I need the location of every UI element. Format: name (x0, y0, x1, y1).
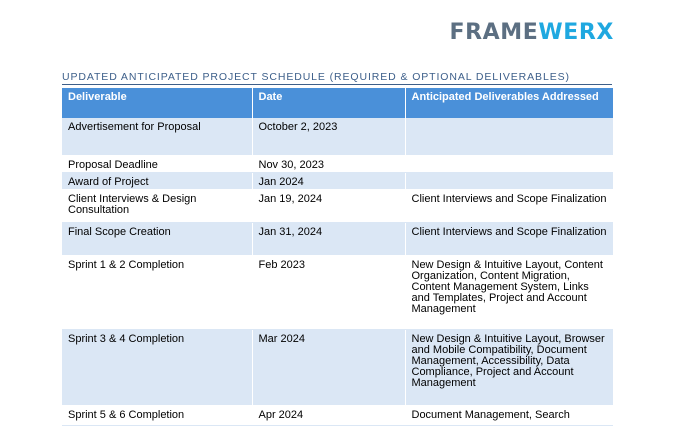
header-deliverable: Deliverable (62, 88, 252, 118)
cell-deliverable: Sprint 3 & 4 Completion (62, 329, 252, 405)
table-row (62, 172, 613, 189)
cell-date: Feb 2023 (252, 255, 405, 329)
section-title: UPDATED ANTICIPATED PROJECT SCHEDULE (REQUIRED & OPTIONAL DELIVERABLES) (62, 71, 612, 85)
project-schedule-table (62, 88, 613, 426)
cell-deliverable: Sprint 5 & 6 Completion (62, 405, 252, 425)
cell-date: Nov 30, 2023 (252, 155, 405, 172)
cell-addressed: New Design & Intuitive Layout, Browser and Mobile Compatibility, Document Management, Accessibility, Data Compliance, Project and Account Management (405, 329, 613, 405)
cell-addressed (405, 172, 613, 189)
cell-addressed (405, 155, 613, 172)
cell-date: Jan 19, 2024 (252, 189, 405, 222)
cell-date: October 2, 2023 (252, 118, 405, 155)
cell-date: Mar 2024 (252, 329, 405, 405)
cell-deliverable: Final Scope Creation (62, 222, 252, 255)
logo-frame-text: FRAME (449, 20, 539, 45)
cell-addressed (405, 118, 613, 155)
table-row (62, 255, 613, 329)
table-row (62, 118, 613, 155)
cell-addressed: Client Interviews and Scope Finalization (405, 189, 613, 222)
table-row (62, 405, 613, 425)
framewerx-logo (449, 22, 614, 44)
table-header-row (62, 88, 613, 118)
table-row (62, 155, 613, 172)
logo-werx-text: WERX (538, 20, 614, 45)
cell-deliverable: Sprint 1 & 2 Completion (62, 255, 252, 329)
cell-date: Jan 2024 (252, 172, 405, 189)
header-date: Date (252, 88, 405, 118)
cell-deliverable: Client Interviews & Design Consultation (62, 189, 252, 222)
header-addressed: Anticipated Deliverables Addressed (405, 88, 613, 118)
table-row (62, 222, 613, 255)
cell-date: Apr 2024 (252, 405, 405, 425)
cell-addressed: New Design & Intuitive Layout, Content Organization, Content Migration, Content Management System, Links and Templates, Project and Account Management (405, 255, 613, 329)
cell-deliverable: Award of Project (62, 172, 252, 189)
table-row (62, 329, 613, 405)
cell-date: Jan 31, 2024 (252, 222, 405, 255)
table-row (62, 189, 613, 222)
cell-deliverable: Proposal Deadline (62, 155, 252, 172)
cell-deliverable: Advertisement for Proposal (62, 118, 252, 155)
cell-addressed: Document Management, Search (405, 405, 613, 425)
cell-addressed: Client Interviews and Scope Finalization (405, 222, 613, 255)
